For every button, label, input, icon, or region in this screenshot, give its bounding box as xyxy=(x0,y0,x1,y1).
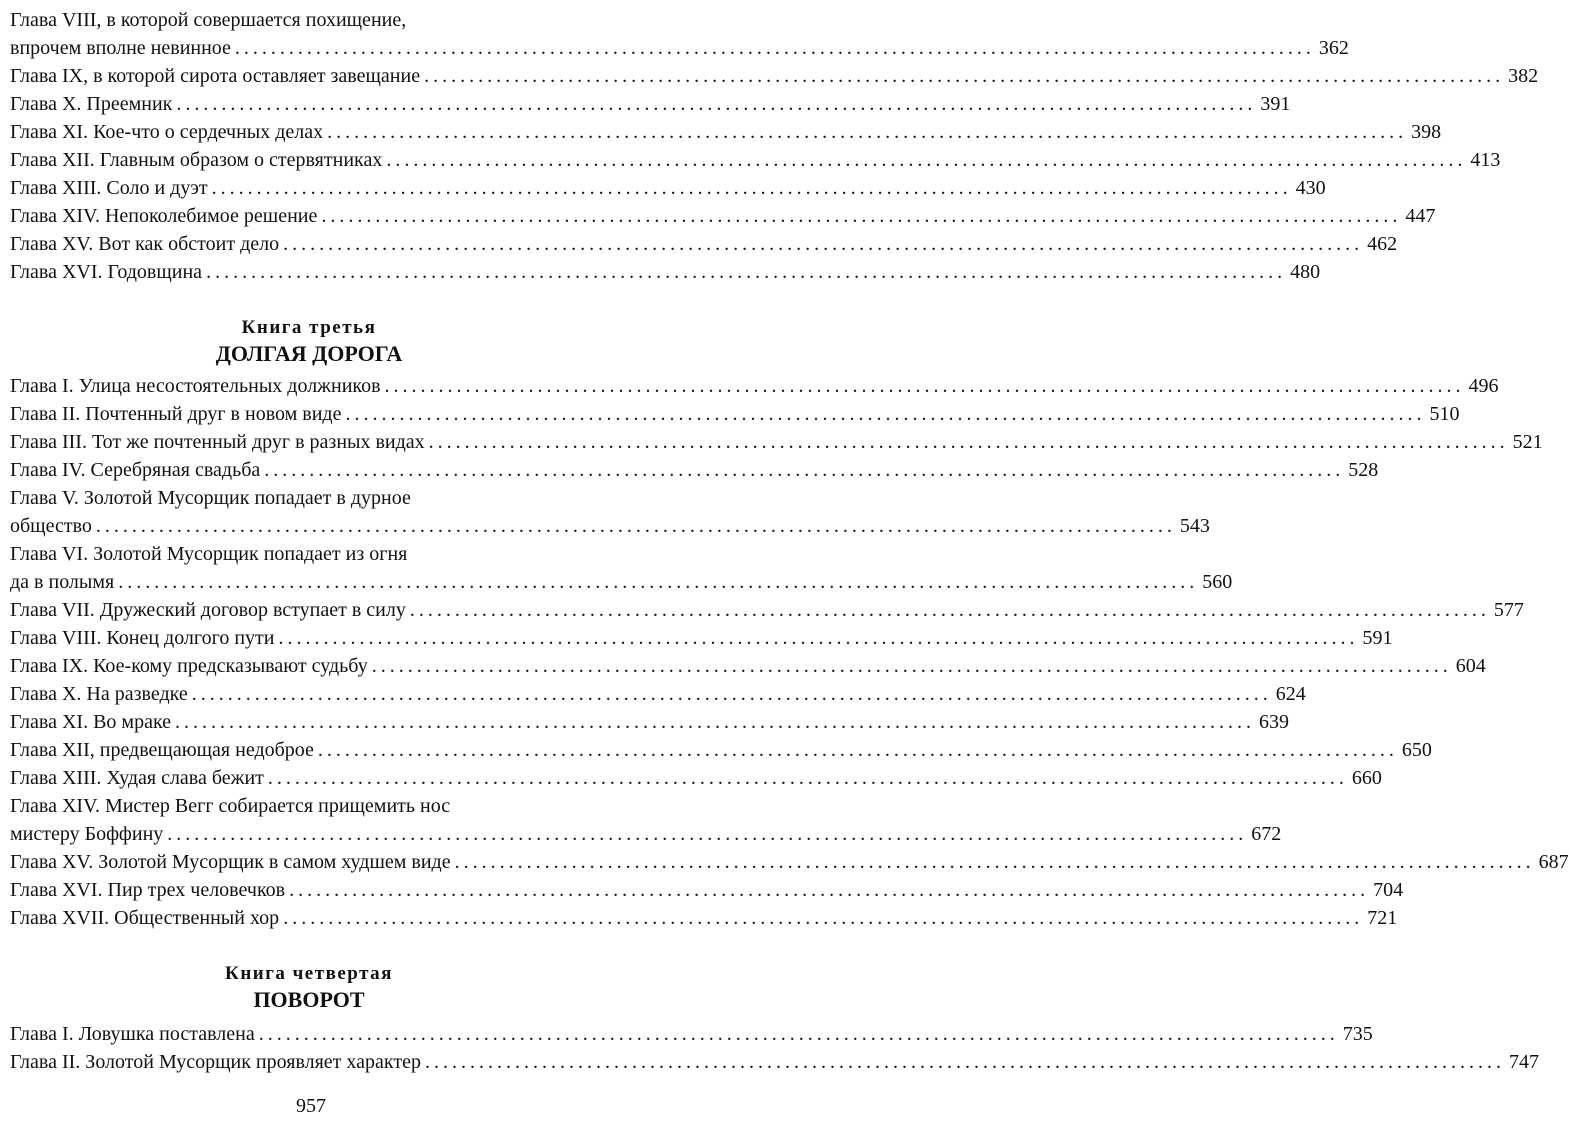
toc-entry-page: 430 xyxy=(1295,177,1326,199)
toc-entry-line xyxy=(10,456,1379,484)
toc-entry-title: Глава VII. Дружеский договор вступает в силу xyxy=(10,599,406,621)
toc-entry-title: Глава X. Преемник xyxy=(10,93,173,115)
toc-entry-title: Глава XI. Во мраке xyxy=(10,711,172,733)
toc-entry xyxy=(10,764,1382,792)
toc-entry-title: Глава I. Улица несостоятельных должников xyxy=(10,375,381,397)
toc-entry-page: 604 xyxy=(1455,655,1486,677)
toc-entry-line xyxy=(10,90,1291,118)
toc-entry-line xyxy=(10,624,1393,652)
toc-entry xyxy=(10,202,1436,230)
toc-entry-title: Глава III. Тот же почтенный друг в разных видах xyxy=(10,431,425,453)
toc-entry-title: Глава XVI. Пир трех человечков xyxy=(10,879,286,901)
toc-entry-page: 687 xyxy=(1538,851,1569,873)
toc-entry-line xyxy=(10,1048,1539,1076)
toc-entry-line xyxy=(10,118,1442,146)
toc-entry-title: Глава I. Ловушка поставлена xyxy=(10,1023,255,1045)
toc-entry-line xyxy=(10,568,1233,596)
toc-entry-line xyxy=(10,146,1501,174)
toc-entry-page: 528 xyxy=(1348,459,1379,481)
toc-entry-page: 650 xyxy=(1401,739,1432,761)
dot-leader: ........................................................................................................................ xyxy=(321,205,1402,227)
toc-entry-title-first-line: Глава XIV. Мистер Вегг собирается прищемить нос xyxy=(10,795,451,817)
toc-entry-page: 624 xyxy=(1275,683,1306,705)
toc-entry-page: 591 xyxy=(1362,627,1393,649)
toc-entry-page: 521 xyxy=(1512,431,1543,453)
toc-entry-title: общество xyxy=(10,515,92,537)
dot-leader: ........................................................................................................................ xyxy=(345,403,1426,425)
toc-entry-page: 391 xyxy=(1260,93,1291,115)
toc-entry xyxy=(10,230,1398,258)
toc-entry-page: 577 xyxy=(1493,599,1524,621)
toc-entry xyxy=(10,736,1432,764)
book-four-heading xyxy=(10,962,608,1014)
toc-entry-title: Глава XV. Вот как обстоит дело xyxy=(10,233,280,255)
dot-leader: ........................................................................................................................ xyxy=(191,683,1272,705)
toc-entry xyxy=(10,680,1306,708)
toc-entry xyxy=(10,1048,1539,1076)
toc-entry xyxy=(10,708,1290,736)
toc-entry-line xyxy=(10,230,1398,258)
toc-entry-line xyxy=(10,174,1326,202)
toc-entry-line xyxy=(10,428,1543,456)
dot-leader: ........................................................................................................................ xyxy=(264,459,1345,481)
toc-entry-title: Глава II. Почтенный друг в новом виде xyxy=(10,403,342,425)
toc-entry-page: 462 xyxy=(1367,233,1398,255)
toc-entry-line xyxy=(10,680,1306,708)
dot-leader: ........................................................................................................................ xyxy=(409,599,1490,621)
toc-entry-title: Глава XIII. Соло и дуэт xyxy=(10,177,208,199)
dot-leader: ........................................................................................................................ xyxy=(283,907,1364,929)
dot-leader: ........................................................................................................................ xyxy=(176,93,1257,115)
dot-leader: ........................................................................................................................ xyxy=(384,375,1465,397)
toc-entry-page: 721 xyxy=(1367,907,1398,929)
toc-entry-title: Глава XIV. Непоколебимое решение xyxy=(10,205,318,227)
book-three-heading xyxy=(10,316,608,368)
toc-entry xyxy=(10,848,1569,876)
book-three-title: ДОЛГАЯ ДОРОГА xyxy=(215,341,403,366)
toc-entry-line xyxy=(10,876,1404,904)
toc-entry-page: 382 xyxy=(1508,65,1539,87)
dot-leader: ........................................................................................................................ xyxy=(283,233,1364,255)
toc-entry-title: впрочем вполне невинное xyxy=(10,37,231,59)
toc-entry-title: Глава XVI. Годовщина xyxy=(10,261,203,283)
dot-leader: ........................................................................................................................ xyxy=(424,65,1505,87)
toc-entry-page: 560 xyxy=(1202,571,1233,593)
toc-entry-title-first-line: Глава VI. Золотой Мусорщик попадает из огня xyxy=(10,543,408,565)
toc-entry xyxy=(10,400,1460,428)
toc-entry-line xyxy=(10,62,1539,90)
toc-entry xyxy=(10,596,1524,624)
dot-leader: ........................................................................................................................ xyxy=(278,627,1359,649)
dot-leader: ........................................................................................................................ xyxy=(386,149,1467,171)
toc-entry-title-first-line: Глава VIII, в которой совершается похищение, xyxy=(10,9,407,31)
toc-group-book-three xyxy=(10,372,1569,932)
dot-leader: ........................................................................................................................ xyxy=(175,711,1256,733)
toc-entry xyxy=(10,62,1539,90)
dot-leader: ........................................................................................................................ xyxy=(267,767,1348,789)
toc-entry-title: Глава IX. Кое-кому предсказывают судьбу xyxy=(10,655,368,677)
toc-entry-title: Глава X. На разведке xyxy=(10,683,188,705)
dot-leader: ........................................................................................................................ xyxy=(95,515,1176,537)
toc-entry xyxy=(10,792,1282,848)
toc-entry-title: Глава IX, в которой сирота оставляет завещание xyxy=(10,65,421,87)
toc-group-book-two-continued xyxy=(10,6,1539,286)
toc-entry-page: 704 xyxy=(1373,879,1404,901)
page-number: 957 xyxy=(296,1095,326,1117)
toc-entry-line xyxy=(10,820,1282,848)
dot-leader: ........................................................................................................................ xyxy=(317,739,1398,761)
toc-entry xyxy=(10,456,1379,484)
dot-leader: ........................................................................................................................ xyxy=(234,37,1315,59)
toc-entry xyxy=(10,6,1349,62)
toc-entry xyxy=(10,540,1233,596)
toc-entry-line xyxy=(10,708,1290,736)
toc-entry-title: да в полымя xyxy=(10,571,115,593)
toc-entry xyxy=(10,876,1404,904)
toc-entry-line xyxy=(10,904,1398,932)
dot-leader: ........................................................................................................................ xyxy=(167,823,1248,845)
toc-entry-title: мистеру Боффину xyxy=(10,823,164,845)
dot-leader: ........................................................................................................................ xyxy=(371,655,1452,677)
table-of-contents xyxy=(10,6,1569,1076)
toc-entry-page: 747 xyxy=(1509,1051,1539,1073)
book-three-label: Книга третья xyxy=(241,317,377,338)
toc-entry xyxy=(10,652,1486,680)
toc-entry xyxy=(10,428,1543,456)
toc-entry-page: 510 xyxy=(1429,403,1460,425)
toc-entry-line xyxy=(10,652,1486,680)
toc-entry-line xyxy=(10,736,1432,764)
toc-entry-title: Глава VIII. Конец долгого пути xyxy=(10,627,275,649)
dot-leader: ........................................................................................................................ xyxy=(454,851,1535,873)
book-four-title: ПОВОРОТ xyxy=(253,987,365,1012)
toc-entry xyxy=(10,1020,1373,1048)
toc-entry-page: 413 xyxy=(1470,149,1501,171)
dot-leader: ........................................................................................................................ xyxy=(211,177,1292,199)
toc-entry-page: 735 xyxy=(1342,1023,1373,1045)
toc-entry-line xyxy=(10,34,1349,62)
dot-leader: ........................................................................................................................ xyxy=(425,1051,1505,1073)
toc-entry-title-first-line: Глава V. Золотой Мусорщик попадает в дурное xyxy=(10,487,411,509)
dot-leader: ........................................................................................................................ xyxy=(258,1023,1339,1045)
toc-entry-title: Глава XII, предвещающая недоброе xyxy=(10,739,314,761)
toc-entry xyxy=(10,258,1321,286)
toc-entry-line xyxy=(10,596,1524,624)
toc-entry-line xyxy=(10,258,1321,286)
toc-entry-title: Глава IV. Серебряная свадьба xyxy=(10,459,261,481)
toc-entry xyxy=(10,174,1326,202)
toc-entry-page: 660 xyxy=(1351,767,1382,789)
toc-entry-page: 398 xyxy=(1411,121,1442,143)
toc-group-book-four xyxy=(10,1020,1539,1076)
toc-entry-page: 543 xyxy=(1179,515,1210,537)
toc-entry-page: 639 xyxy=(1259,711,1290,733)
toc-entry xyxy=(10,624,1393,652)
dot-leader: ........................................................................................................................ xyxy=(206,261,1287,283)
toc-entry-title: Глава XVII. Общественный хор xyxy=(10,907,280,929)
dot-leader: ........................................................................................................................ xyxy=(118,571,1199,593)
toc-entry-line xyxy=(10,400,1460,428)
toc-entry-title: Глава XII. Главным образом о стервятниках xyxy=(10,149,383,171)
toc-entry-line xyxy=(10,372,1499,400)
toc-entry-page: 447 xyxy=(1405,205,1436,227)
toc-entry-line xyxy=(10,202,1436,230)
toc-entry xyxy=(10,90,1291,118)
book-four-label: Книга четвертая xyxy=(225,963,393,984)
toc-entry-line xyxy=(10,512,1210,540)
dot-leader: ........................................................................................................................ xyxy=(327,121,1408,143)
toc-entry xyxy=(10,118,1442,146)
toc-entry xyxy=(10,484,1210,540)
toc-entry-page: 480 xyxy=(1290,261,1321,283)
toc-entry-line xyxy=(10,1020,1373,1048)
toc-entry-line xyxy=(10,764,1382,792)
toc-entry-title: Глава XI. Кое-что о сердечных делах xyxy=(10,121,324,143)
toc-entry xyxy=(10,904,1398,932)
toc-entry xyxy=(10,146,1501,174)
toc-entry-page: 672 xyxy=(1251,823,1282,845)
toc-entry-title: Глава XV. Золотой Мусорщик в самом худшем виде xyxy=(10,851,451,873)
toc-entry-title: Глава II. Золотой Мусорщик проявляет характер xyxy=(10,1051,421,1073)
dot-leader: ........................................................................................................................ xyxy=(428,431,1509,453)
toc-entry xyxy=(10,372,1499,400)
dot-leader: ........................................................................................................................ xyxy=(289,879,1370,901)
toc-entry-page: 496 xyxy=(1468,375,1499,397)
toc-entry-page: 362 xyxy=(1318,37,1349,59)
toc-entry-line xyxy=(10,848,1569,876)
toc-entry-title: Глава XIII. Худая слава бежит xyxy=(10,767,264,789)
